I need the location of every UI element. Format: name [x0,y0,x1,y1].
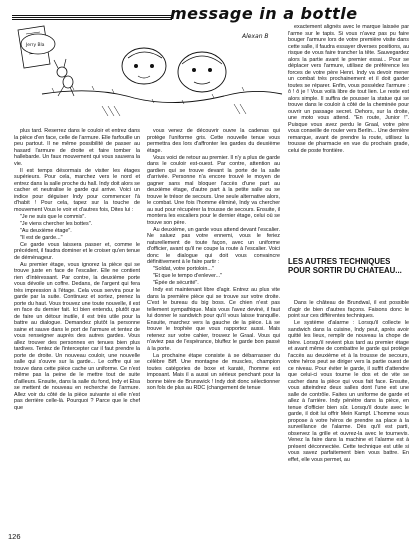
dialogue-line: "Il est de garde..." [20,234,63,241]
paragraph: Au premier étage, vous ignorez la pièce qui se trouve juste en face de l'escalier. Elle ne contient rien d'intéressant. Par contre, la deuxième porte vous dévoile un coffre. Dedans, de l'argent qui fera très impression à l'étage. Cela vous servira pour le garde par la suite. Continuez et sortez, prenez la porte du haut. Vous trouvez une toute nouvelle, il est en face du dernier fait. Ici bien entendu, plutôt que de faire un détour inutile, il est très utile pour la battre au dialogue. Demandez plutôt la personne saine et sauve dans le port de l'armure et tentez de vous renseigner auprès des autres gardes. Vous allez trouver des personnes en tenues bien plus tardives. Tentez de l'intercepter car il faut prendre la porte de droite. Un nouveau couloir, une nouvelle salle qui s'ouvre sur la garde... Le coffre qui se trouve dans cette pièce cache un uniforme. Ce n'est même pas la peine de le mettre tout de suite d'ailleurs. Ensuite, dans la salle du fond, Indy et Elsa se mettent de nouveau en recherche de l'armure. Allez voir du côté de la pièce suivante si elle n'est pas derrière celle-là. Pourquoi ? Parce que le chef que [14,261,140,411]
paragraph: La prochaine étape consiste à se débarrasser du célèbre Biff. Une montagne de muscles, champion toutes catégories de boxe et karaté, l'homme est imposant. Mais il a aussi un sérieux penchant pour la bonne bière de Brunswick ! Indy doit donc sélectionner son fols de plus au RDC (changement de tenue [147,352,280,391]
paragraph: Au deuxième, un garde vous attend devant l'escalier. Ne saluez pas votre ennemi, vous le feriez naturellement de toute façon, avec un uniforme d'officier, avant qu'il ne coupe la route à l'escalier. Voici donc le dialogue qui doit vous convaincre définitivement à le faire partir : [147,226,280,265]
paragraph: plus tard. Reserrez dans le couloir et entrez dans la pièce d'en face, celle de l'armure. Elle farfouille un peu partout. Il ne même possibilité de passer au hasard l'armure de droite et faire tomber la hallebarde. Un faux mouvement qui vous sauvera la vie. [14,128,140,167]
paragraph: Ce garde vous laissera passer et, comme le précédent, il faudra dominer et le croiser qu'en tenue de déménageur. [14,241,140,261]
paragraph: Indy est maintenant libre d'agir. Entrez au plus vite dans la première pièce qui se trouve sur votre droite. C'est le bureau du big boss. Ce chien n'est pas tellement sympathique. Mais vous l'avez deviné, il faut lui donner le sandwich pour qu'il vous laisse tranquille. Ensuite, marchez vers la gauche de la pièce. Là se trouve le trophée que vous rapportez aussi. Mais retenez sur votre cahier, trouvez le Graal. Vous qui n'aviez pas de l'espérance, bluffez le garde bon passé à la porte. [147,287,280,352]
paragraph: exactement alignés avec le marque laissée par l'arme sur le tapis. Si vous n'avez pas pu faire bouger l'armure lors de votre première visite dans cette salle, il faudra essayer diverses positions, au risque de vous faire trancher la tête. Sauvegardez alors la partie avant le premier essai... Pour se déplacer vers l'armure, utilisez de préférence les forces de votre père Henri. Indy va devoir mener un combat très prochainement et il doit garder toutes se réparer. Enfin, vous possédez l'armure : ô ! ô je ! Vous voilà libre de tout lien. Le reste est alors simple. Il suffira de pousser la statue qui se trouve dans le couloir à côté de la cheminée pour ouvrir un passage secret. Dehors, sur la droite, une moto vous attend. "En route, Junior !". Puisque vous avez perdu le Graal, votre père vous conseille de rouler vers Berlin... Une dernière remarque, avant de prendre la route, utilisez la trousse de pharmacie en vue du prochain grade, celui de poste frontière. [288,24,409,154]
article-column-1 [14,128,140,514]
paragraph: vous venez de découvrir ouvre la cadenas qui protège l'uniforme gris. Cette nouvelle tenue vous permettra des lors d'affronter les gardes du deuxième étage. [147,128,280,154]
castle-escape-drawing [14,24,288,124]
ant-label: Jerry Bla [26,43,45,48]
comic-illustration [14,24,288,124]
dialogue-line: "Épée de sécurité". [153,280,199,286]
paragraph: Le système d'alarme : Lorsqu'il collecte le sandwich dans la cuisine, Indy peut, après avoir quitté les lieux, remplir de nouveau la chope de bière. Lorsqu'il revient plus tard au premier étage et avant même de combattre le garde qui protège l'accès au deuxième et à la trousse de secours, votre héros peut se diriger vers la partie ouest de ce niveau. Pour éviter le garde, il suffit d'attendre que celui-ci vous tourne le dos et de vite se cacher dans la pièce qui vous fait face. Ensuite, vous atteindrez deux salles dont l'une est une salle de contrôle. Faites un uniforme de garde et allez à l'arrière. Indy pénètre dans la pièce, en tenue d'officier bien sûr. Lorsqu'il doute avec le garde, il doit lui offrir Mein Kampf. L'homme vous propose à votre héros de prendre sa place à la surveillance de l'alarme. Dès qu'il est parti, observez la grille et ouvrez-la avec le tournevis. Venez la faire dans la machine et l'alarme est à présent déconnectée. Cette technique est utile si vous savez parfaitement bien vous battre. En effet, elle vous permet, au [288,320,409,463]
dialogue-line: "Au deuxième étage". [20,227,72,234]
paragraph: Vous voici de retour au premier. Il n'y a plus de garde dans le couloir est-ouest. Par contre, attention au gardien qui se trouve devant la porte de la salle d'arrivée. Personne n'a encore trouvé le moyen de gagner sans mal bloquer l'accès d'une part au deuxième étage, d'autre part à la petite salle ou se trouve le trésor de secours. Une seule alternative alors, le combat. Une fois l'homme éliminé, Indy va chercher au sud pour récupérer la trousse de secours. Ensuite, il montera les escaliers pour le dernier étage, celui où se trouve son père. [147,154,280,226]
header-title: message in a bottle [170,4,358,23]
article-column-3 [288,24,409,252]
dialogue-line: "Je ne suis que le commis". [20,213,86,220]
header-rule [12,15,172,20]
article-column-2 [147,128,280,514]
dialogue-line: "Je viens chercher les bottes". [20,220,93,227]
artist-signature: Alexan B [242,33,269,40]
dialogue-line: "Soldat, votre portoloin..." [153,266,214,272]
section-heading: LES AUTRES TECHNIQUES POUR SORTIR DU CHATEAU... [288,257,402,275]
article-column-3-continued [288,300,409,536]
paragraph: Dans le château de Brundwal, il est possible d'agir de bien d'autres façons. Faisons donc le point sur ces différentes techniques. [288,300,409,319]
paragraph: Il est temps désormais de visiter les étages supérieurs. Pour cela, marchez vers le nord et entrez dans la salle proche du hall. Indy doit alors se cacher et neutralise le garde qui arrive. Voici un indice pour déguiser Indy pour commencer l'à d'habit ! Pour cela, tapez sur la touche de mouvement Vous le voir et d'autres fois, Dites lui : [14,167,140,213]
dialogue-line: "Et que le tempo d'enlever..." [153,273,222,279]
page-number: 126 [8,532,21,541]
page-header [12,6,410,24]
